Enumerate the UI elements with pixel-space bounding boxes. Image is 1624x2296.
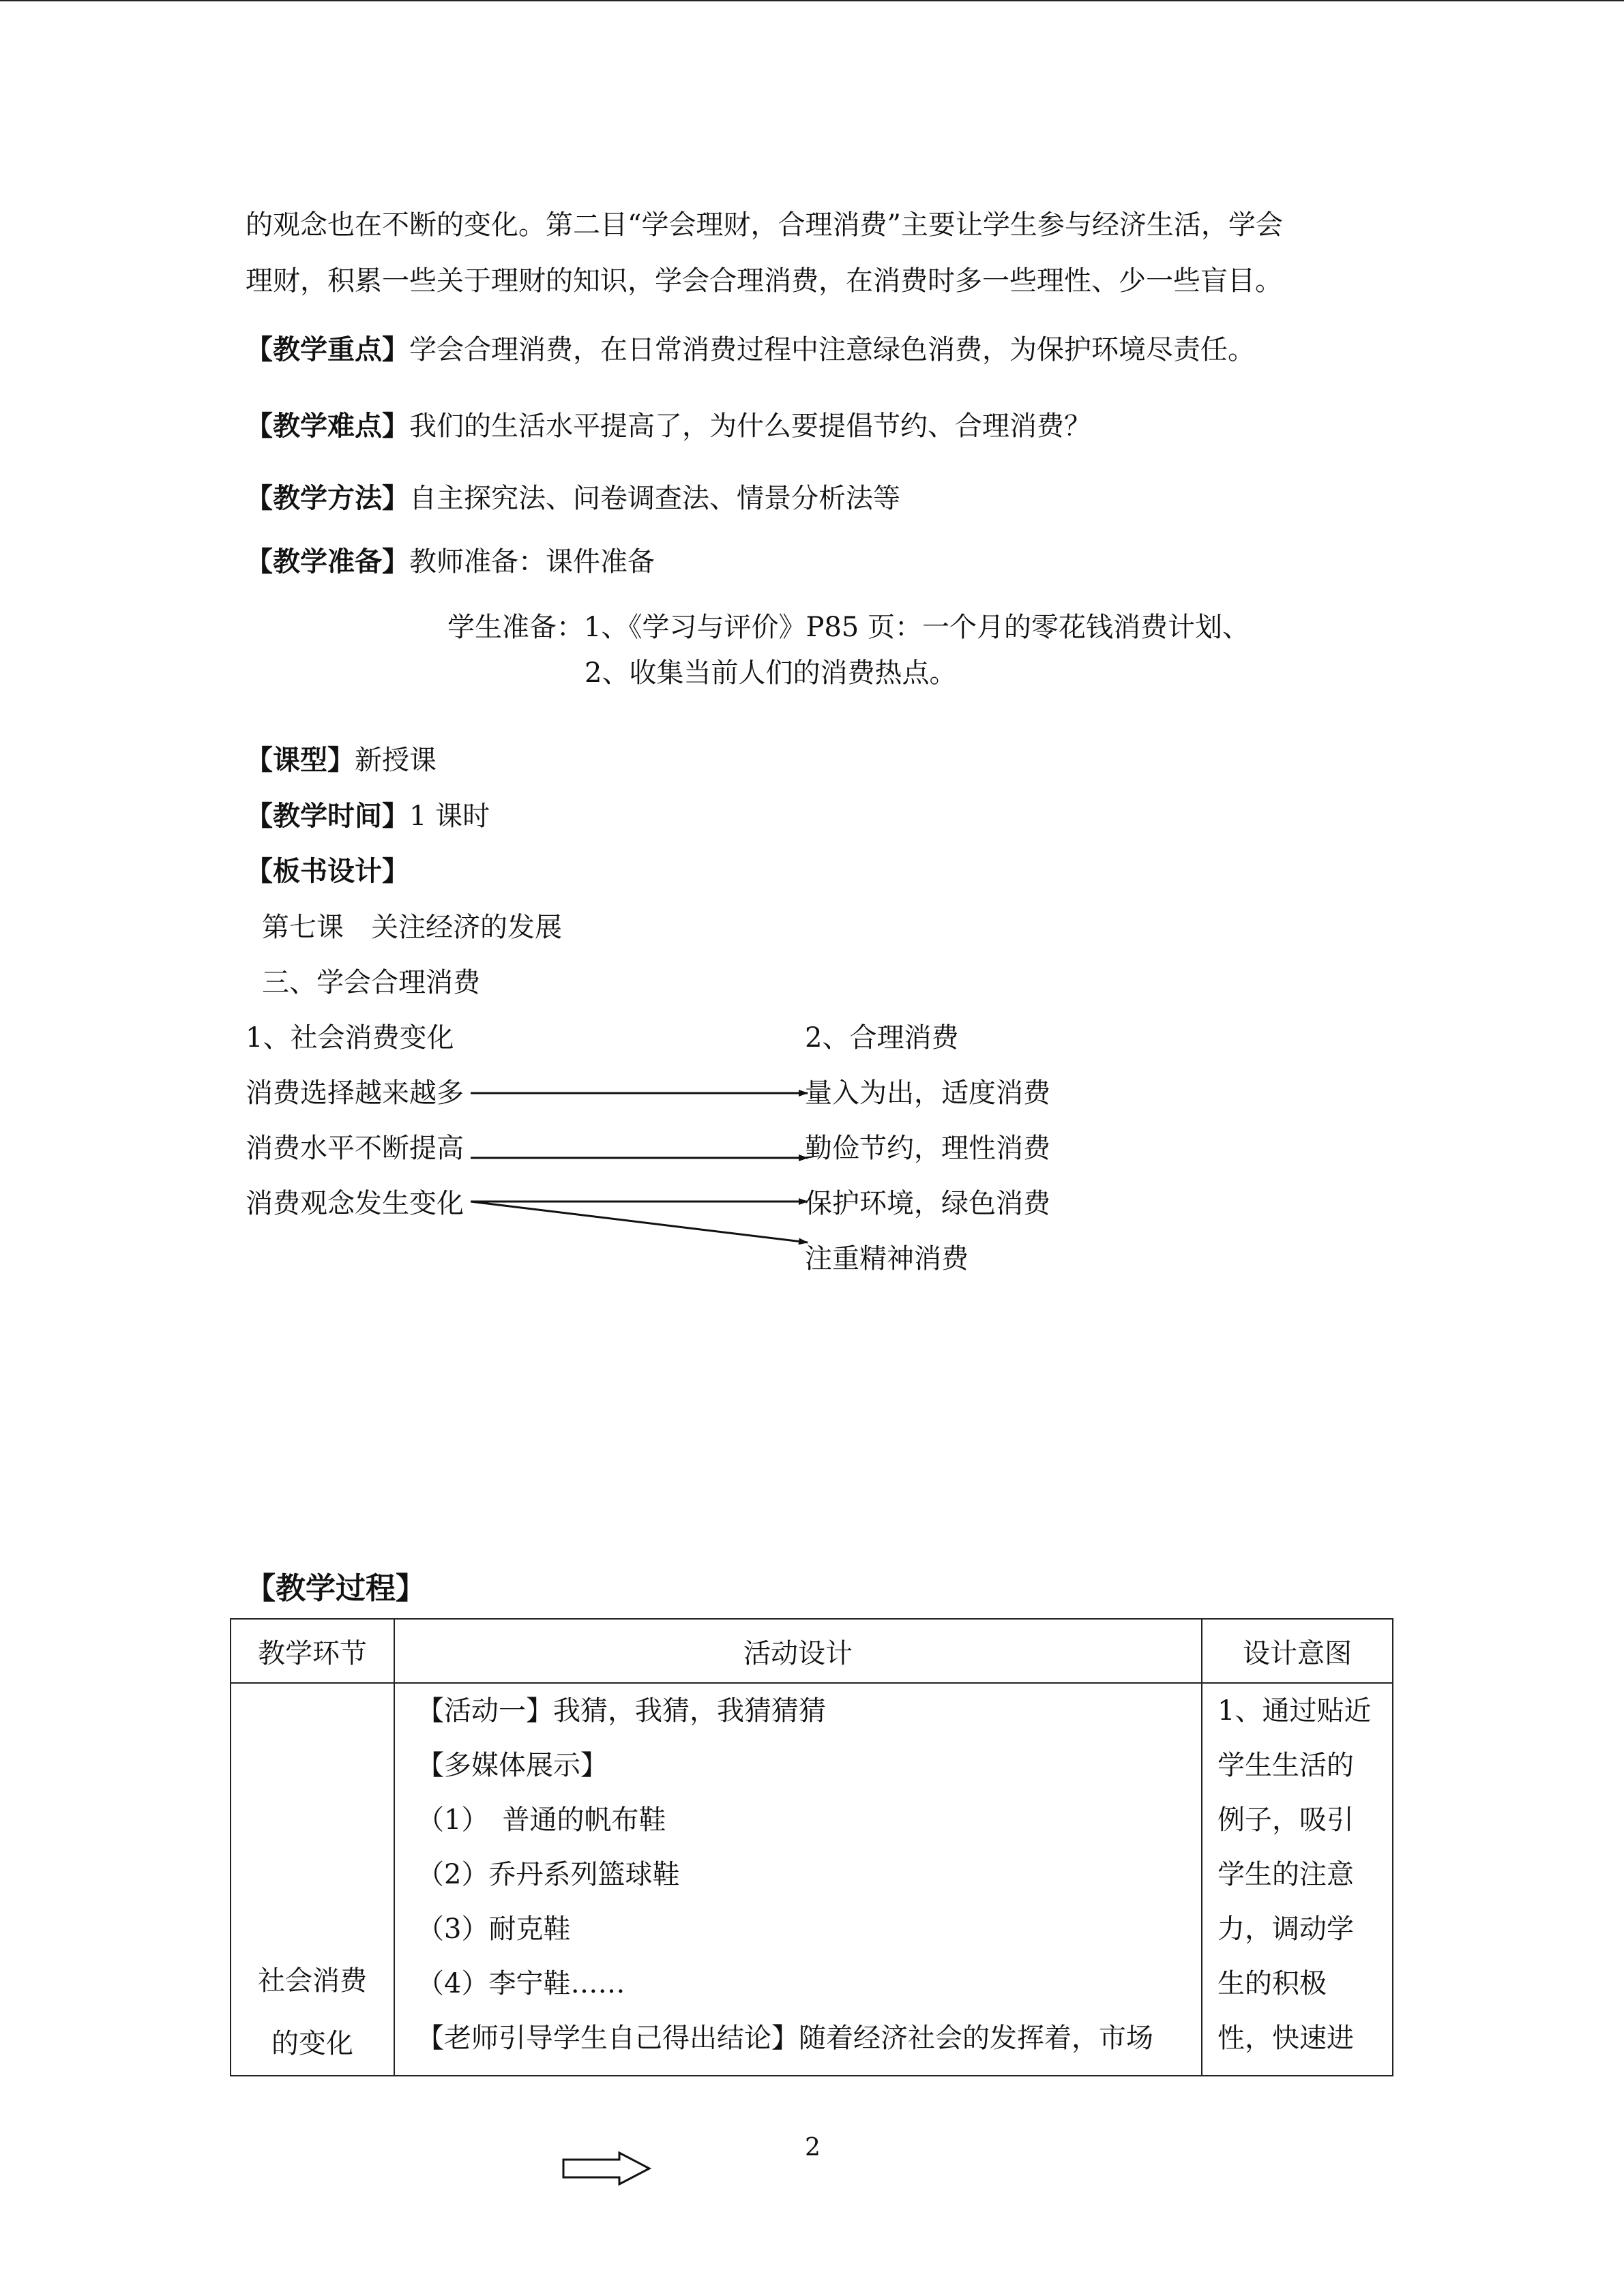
board-lesson: 第七课 关注经济的发展 — [262, 912, 562, 943]
purpose-line: 力，调动学 — [1217, 1913, 1354, 1945]
page-number: 2 — [805, 2134, 821, 2162]
hollow-right-arrow-icon — [563, 2153, 649, 2184]
activity-line: （4）李宁鞋…… — [417, 1968, 625, 1999]
prep-student-2: 2、收集当前人们的消费热点。 — [585, 657, 957, 689]
board-right-item: 注重精神消费 — [805, 1243, 969, 1274]
activity-line: 【老师引导学生自己得出结论】随着经济社会的发挥着，市场 — [417, 2023, 1153, 2054]
table-row — [231, 1683, 1393, 2076]
difficulty-text: 我们的生活水平提高了，为什么要提倡节约、合理消费？ — [409, 411, 1091, 442]
board-right-item: 量入为出，适度消费 — [805, 1077, 1050, 1109]
purpose-line: 性，快速进 — [1217, 2023, 1354, 2054]
prep-student-1: 学生准备：1、《学习与评价》P85 页：一个月的零花钱消费计划、 — [447, 612, 1250, 643]
header-stage: 教学环节 — [231, 1619, 394, 1683]
activity-line: 【多媒体展示】 — [417, 1750, 608, 1781]
purpose-line: 学生的注意 — [1217, 1859, 1354, 1890]
stage-line: 的变化 — [271, 2028, 353, 2059]
table-header-row — [231, 1619, 1393, 1683]
activity-cell — [394, 1683, 1202, 2076]
board-left-item: 消费观念发生变化 — [246, 1188, 464, 1219]
prep-label: 【教学准备】 — [246, 546, 409, 578]
board-section: 三、学会合理消费 — [262, 967, 480, 998]
board-left-item: 消费水平不断提高 — [246, 1133, 464, 1164]
activity-line: （1） 普通的帆布鞋 — [417, 1804, 666, 1836]
purpose-line: 学生生活的 — [1217, 1750, 1354, 1781]
difficulty-label: 【教学难点】 — [246, 411, 409, 442]
arrow-line — [471, 1202, 808, 1242]
board-label: 【板书设计】 — [246, 856, 409, 887]
lesson-type-text: 新授课 — [355, 745, 437, 776]
method-label: 【教学方法】 — [246, 483, 409, 514]
purpose-line: 生的积极 — [1217, 1968, 1327, 1999]
lesson-type-label: 【课型】 — [246, 745, 355, 776]
lesson-time-text: 1 课时 — [409, 801, 490, 832]
key-point-text: 学会合理消费，在日常消费过程中注意绿色消费，为保护环境尽责任。 — [409, 334, 1255, 366]
purpose-line: 例子，吸引 — [1217, 1804, 1354, 1836]
activity-line: （2）乔丹系列篮球鞋 — [417, 1859, 680, 1890]
header-purpose: 设计意图 — [1202, 1619, 1393, 1683]
board-left-title: 1、社会消费变化 — [246, 1022, 454, 1054]
intro-line-1: 的观念也在不断的变化。第二目“学会理财，合理消费”主要让学生参与经济生活，学会 — [246, 209, 1283, 241]
process-label: 【教学过程】 — [246, 1571, 426, 1606]
board-right-item: 保护环境，绿色消费 — [805, 1188, 1050, 1219]
board-right-title: 2、合理消费 — [805, 1022, 959, 1054]
intro-line-2: 理财，积累一些关于理财的知识，学会合理消费，在消费时多一些理性、少一些盲目。 — [246, 265, 1282, 297]
activity-line: （3）耐克鞋 — [417, 1913, 571, 1945]
lesson-time-label: 【教学时间】 — [246, 801, 409, 832]
purpose-line: 1、通过贴近 — [1217, 1695, 1372, 1727]
stage-line: 社会消费 — [258, 1965, 367, 1997]
prep-teacher: 教师准备：课件准备 — [409, 546, 655, 578]
method-text: 自主探究法、问卷调查法、情景分析法等 — [409, 483, 900, 514]
activity-line: 【活动一】我猜，我猜，我猜猜猜 — [417, 1695, 826, 1727]
key-point-label: 【教学重点】 — [246, 334, 409, 366]
header-activity: 活动设计 — [394, 1619, 1202, 1683]
stage-cell — [231, 1683, 394, 2076]
board-right-item: 勤俭节约，理性消费 — [805, 1133, 1050, 1164]
board-left-item: 消费选择越来越多 — [246, 1077, 464, 1109]
purpose-cell — [1202, 1683, 1393, 2076]
process-table — [230, 1618, 1393, 2076]
